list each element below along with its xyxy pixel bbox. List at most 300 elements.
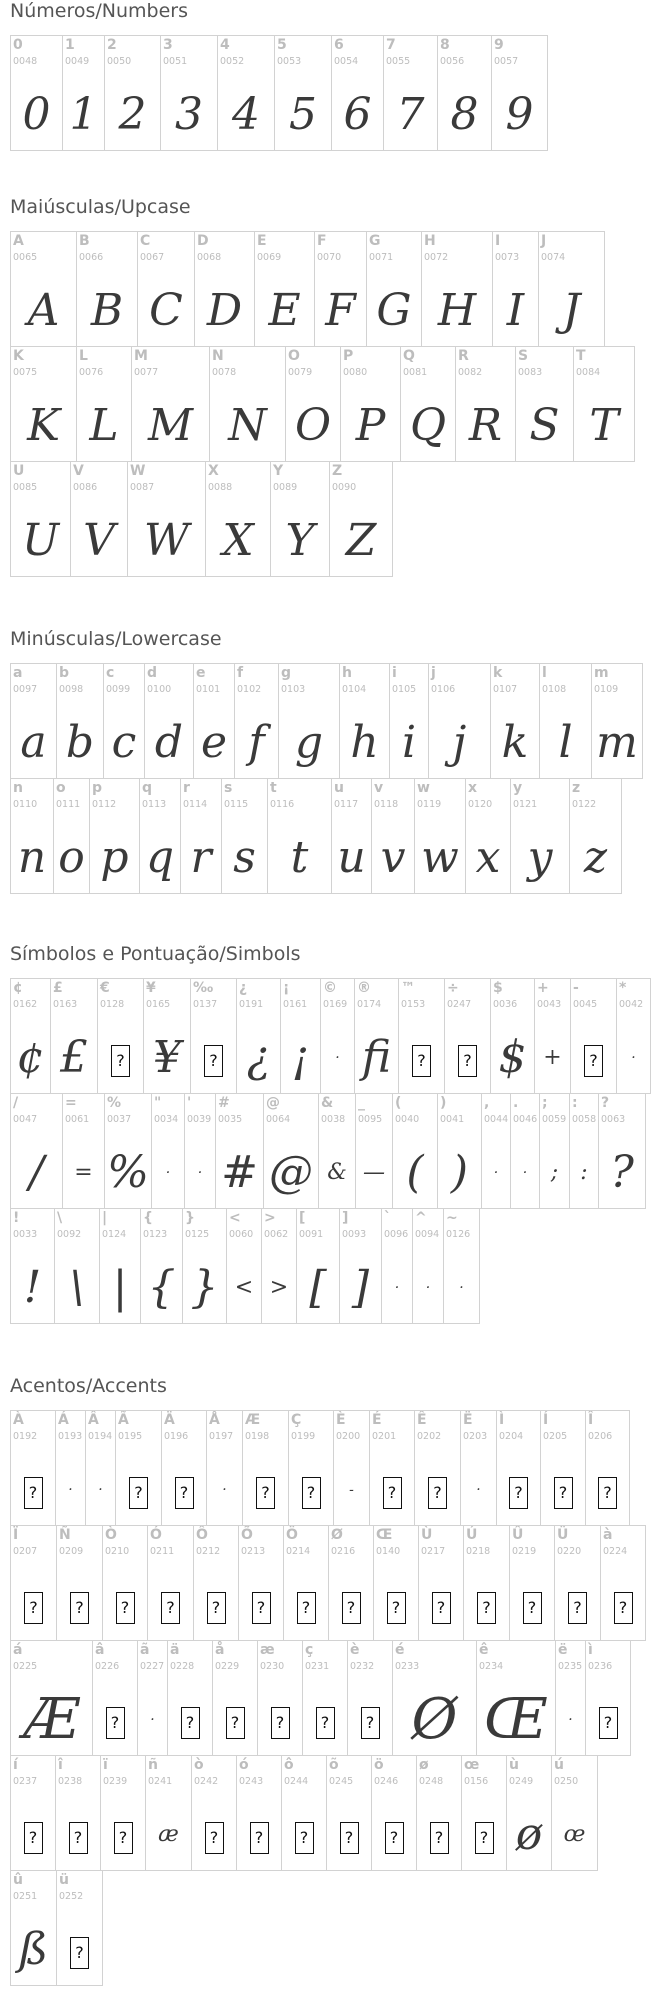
glyph-character-label: ê	[479, 1642, 489, 1658]
glyph-cell	[369, 1410, 415, 1526]
glyph-sample: %	[107, 1147, 149, 1198]
glyph-character-label: 9	[494, 37, 504, 53]
glyph-cell	[50, 978, 98, 1094]
glyph-code-label: 0233	[395, 1661, 420, 1672]
glyph-code-label: 0059	[542, 1114, 567, 1125]
glyph-sample: )	[450, 1147, 469, 1198]
glyph-sample: p	[100, 832, 129, 883]
glyph-cell	[354, 978, 399, 1094]
glyph-code-label: 0074	[541, 252, 566, 263]
glyph-cell	[55, 1410, 86, 1526]
missing-glyph-icon: ?	[477, 1592, 496, 1624]
glyph-sample: W	[143, 515, 190, 566]
glyph-sample: ·	[150, 1712, 155, 1728]
glyph-character-label: Y	[273, 463, 284, 479]
glyph-code-label: 0236	[588, 1661, 613, 1672]
glyph-sample: M	[147, 400, 194, 451]
missing-glyph-icon: ?	[295, 1822, 314, 1854]
glyph-sample: ·	[459, 1280, 464, 1296]
glyph-cell	[100, 1755, 146, 1871]
glyph-code-label: 0238	[58, 1776, 83, 1787]
missing-glyph-icon: ?	[523, 1592, 542, 1624]
glyph-character-label: G	[369, 233, 381, 249]
missing-glyph-box	[348, 1689, 392, 1751]
glyph-sample: /	[29, 1147, 44, 1198]
glyph-character-label: 6	[334, 37, 344, 53]
glyph-code-label: 0106	[431, 684, 456, 695]
glyph-code-label: 0069	[257, 252, 282, 263]
missing-glyph-box	[258, 1689, 302, 1751]
glyph-character-label: ¡	[283, 980, 290, 996]
glyph-code-label: 0101	[196, 684, 221, 695]
glyph-sample: ·	[394, 1280, 400, 1296]
glyph-cell	[570, 978, 617, 1094]
glyph-character-label: Ï	[13, 1527, 19, 1543]
glyph-cell	[506, 1755, 552, 1871]
glyph-code-label: 0225	[13, 1661, 38, 1672]
glyph-cell	[139, 778, 181, 894]
glyph-code-label: 0249	[509, 1776, 534, 1787]
missing-glyph-box	[374, 1574, 418, 1636]
glyph-character-label: À	[13, 1412, 24, 1428]
glyph-cell	[444, 978, 491, 1094]
glyph-sample: 7	[396, 89, 425, 140]
glyph-character-label: ë	[558, 1642, 568, 1658]
glyph-code-label: 0100	[147, 684, 172, 695]
glyph-cell	[281, 1755, 327, 1871]
glyph-character-label: Ã	[118, 1412, 129, 1428]
glyph-cell	[538, 231, 605, 347]
glyph-character-label: !	[13, 1210, 20, 1226]
glyph-cell	[437, 1093, 482, 1209]
glyph-character-label: M	[134, 348, 148, 364]
glyph-cell	[389, 663, 429, 779]
glyph-code-label: 0051	[163, 56, 188, 67]
glyph-character-label: ~	[446, 1210, 458, 1226]
glyph-cell	[191, 1755, 237, 1871]
glyph-sample: ø	[515, 1809, 543, 1860]
glyph-code-label: 0235	[558, 1661, 583, 1672]
glyph-character-label: L	[79, 348, 88, 364]
glyph-character-label: û	[13, 1872, 23, 1888]
glyph-code-label: 0079	[288, 367, 313, 378]
glyph-sample: O	[294, 400, 332, 451]
glyph-code-label: 0036	[493, 999, 518, 1010]
glyph-code-label: 0096	[384, 1229, 409, 1240]
glyph-cell	[151, 1093, 185, 1209]
glyph-cell	[461, 1755, 507, 1871]
glyph-code-label: 0201	[372, 1431, 397, 1442]
glyph-cell	[443, 1208, 480, 1324]
missing-glyph-box	[56, 1804, 100, 1866]
missing-glyph-icon: ?	[114, 1822, 133, 1854]
glyph-code-label: 0200	[336, 1431, 361, 1442]
glyph-sample: U	[21, 515, 60, 566]
missing-glyph-icon: ?	[250, 1822, 269, 1854]
glyph-row	[10, 1208, 660, 1324]
glyph-character-label: %	[107, 1095, 122, 1111]
glyph-character-label: á	[13, 1642, 23, 1658]
glyph-sample: y	[527, 832, 553, 883]
glyph-cell	[496, 1410, 541, 1526]
glyph-character-label: C	[140, 233, 151, 249]
missing-glyph-icon: ?	[458, 1045, 477, 1077]
missing-glyph-icon: ?	[161, 1592, 180, 1624]
glyph-cell	[585, 1640, 631, 1756]
glyph-cell	[569, 778, 622, 894]
missing-glyph-icon: ?	[387, 1592, 406, 1624]
glyph-code-label: 0042	[619, 999, 644, 1010]
missing-glyph-icon: ?	[24, 1592, 43, 1624]
glyph-code-label: 0049	[65, 56, 90, 67]
glyph-character-label: v	[374, 780, 384, 796]
missing-glyph-box	[497, 1459, 540, 1521]
glyph-code-label: 0038	[321, 1114, 346, 1125]
glyph-cell	[217, 35, 275, 151]
missing-glyph-icon: ?	[252, 1592, 271, 1624]
glyph-code-label: 0210	[105, 1546, 130, 1557]
glyph-code-label: 0116	[270, 799, 295, 810]
glyph-character-label: Ä	[164, 1412, 175, 1428]
glyph-cell	[534, 978, 571, 1094]
glyph-code-label: 0105	[392, 684, 417, 695]
section	[10, 943, 660, 1324]
glyph-cell	[328, 1525, 374, 1641]
missing-glyph-icon: ?	[316, 1707, 335, 1739]
glyph-character-label: [	[299, 1210, 306, 1226]
glyph-code-label: 0125	[185, 1229, 210, 1240]
glyph-sample: R	[468, 400, 503, 451]
glyph-code-label: 0091	[299, 1229, 324, 1240]
glyph-character-label: æ	[260, 1642, 275, 1658]
glyph-code-label: 0216	[331, 1546, 356, 1557]
glyph-row	[10, 1755, 660, 1871]
glyph-cell	[236, 978, 281, 1094]
glyph-character-label: Ü	[557, 1527, 569, 1543]
missing-glyph-box	[370, 1459, 414, 1521]
glyph-code-label: 0246	[374, 1776, 399, 1787]
glyph-character-label: 0	[13, 37, 23, 53]
missing-glyph-icon: ?	[475, 1822, 494, 1854]
missing-glyph-icon: ?	[207, 1592, 226, 1624]
glyph-cell	[398, 978, 445, 1094]
glyph-sample: S	[529, 400, 560, 451]
glyph-character-label: Ì	[499, 1412, 505, 1428]
glyph-character-label: î	[58, 1757, 63, 1773]
glyph-character-label: ú	[554, 1757, 564, 1773]
glyph-character-label: ‰	[193, 980, 214, 996]
glyph-sample: f	[248, 717, 265, 768]
glyph-code-label: 0121	[513, 799, 538, 810]
glyph-cell	[463, 1525, 510, 1641]
glyph-cell	[283, 1525, 329, 1641]
missing-glyph-box	[116, 1459, 161, 1521]
glyph-cell	[318, 1093, 356, 1209]
missing-glyph-icon: ?	[340, 1822, 359, 1854]
missing-glyph-icon: ?	[256, 1477, 275, 1509]
missing-glyph-box	[464, 1574, 509, 1636]
missing-glyph-box	[462, 1804, 506, 1866]
glyph-code-label: 0094	[415, 1229, 440, 1240]
glyph-sample: :	[580, 1160, 588, 1185]
glyph-sample: æ	[158, 1822, 179, 1847]
glyph-character-label: \	[57, 1210, 63, 1226]
glyph-sample: ·	[493, 1165, 499, 1181]
glyph-sample: —	[363, 1160, 385, 1185]
glyph-row	[10, 778, 660, 894]
glyph-code-label: 0227	[140, 1661, 165, 1672]
glyph-cell	[10, 461, 71, 577]
glyph-grid	[10, 35, 660, 151]
glyph-character-label: k	[493, 665, 503, 681]
glyph-sample: [	[309, 1262, 327, 1313]
glyph-code-label: 0126	[446, 1229, 471, 1240]
glyph-sample: ·	[222, 1482, 227, 1498]
glyph-code-label: 0153	[401, 999, 426, 1010]
glyph-cell	[428, 663, 491, 779]
glyph-sample: t	[290, 832, 309, 883]
missing-glyph-box	[103, 1574, 147, 1636]
glyph-character-label: í	[13, 1757, 18, 1773]
glyph-character-label: y	[513, 780, 523, 796]
glyph-cell	[236, 1755, 282, 1871]
glyph-cell	[62, 1093, 105, 1209]
missing-glyph-box	[510, 1574, 554, 1636]
glyph-sample: I	[506, 285, 525, 336]
glyph-sample: +	[543, 1045, 562, 1070]
glyph-character-label: Ç	[291, 1412, 302, 1428]
missing-glyph-icon: ?	[428, 1477, 447, 1509]
glyph-sample: ·	[335, 1050, 340, 1066]
glyph-character-label: c	[106, 665, 115, 681]
glyph-code-label: 0058	[572, 1114, 597, 1125]
glyph-character-label: t	[270, 780, 277, 796]
glyph-sample: v	[380, 832, 406, 883]
missing-glyph-icon: ?	[568, 1592, 587, 1624]
missing-glyph-box	[372, 1804, 416, 1866]
glyph-code-label: 0156	[464, 1776, 489, 1787]
glyph-cell	[267, 778, 332, 894]
glyph-code-label: 0033	[13, 1229, 38, 1240]
glyph-character-label: X	[208, 463, 219, 479]
glyph-code-label: 0080	[343, 367, 368, 378]
glyph-character-label: i	[392, 665, 397, 681]
glyph-code-label: 0068	[197, 252, 222, 263]
glyph-character-label: Â	[88, 1412, 99, 1428]
missing-glyph-box	[213, 1689, 257, 1751]
glyph-character-label: #	[218, 1095, 230, 1111]
missing-glyph-icon: ?	[297, 1592, 316, 1624]
glyph-cell	[76, 231, 138, 347]
glyph-sample: X	[222, 515, 254, 566]
glyph-cell	[193, 1525, 239, 1641]
glyph-character-label: œ	[464, 1757, 480, 1773]
glyph-character-label: ñ	[148, 1757, 158, 1773]
glyph-character-label: p	[92, 780, 103, 796]
glyph-code-label: 0237	[13, 1776, 38, 1787]
glyph-character-label: +	[537, 980, 549, 996]
glyph-character-label: J	[541, 233, 547, 249]
glyph-code-label: 0070	[317, 252, 342, 263]
glyph-code-label: 0252	[59, 1891, 84, 1902]
glyph-character-label: r	[183, 780, 190, 796]
glyph-character-label: f	[237, 665, 244, 681]
glyph-character-label: z	[572, 780, 581, 796]
glyph-character-label: €	[100, 980, 110, 996]
glyph-sample: ·	[631, 1050, 636, 1066]
glyph-character-label: ø	[419, 1757, 429, 1773]
glyph-code-label: 0067	[140, 252, 165, 263]
glyph-sample: o	[58, 832, 85, 883]
glyph-code-label: 0244	[284, 1776, 309, 1787]
glyph-sample: h	[350, 717, 379, 768]
glyph-code-label: 0251	[13, 1891, 38, 1902]
missing-glyph-box	[243, 1459, 288, 1521]
glyph-sample: ·	[98, 1482, 103, 1498]
missing-glyph-icon: ?	[116, 1592, 135, 1624]
missing-glyph-box	[148, 1574, 193, 1636]
glyph-cell	[226, 1208, 262, 1324]
glyph-sample: Æ	[23, 1687, 80, 1752]
glyph-cell	[10, 1870, 57, 1986]
glyph-code-label: 0053	[277, 56, 302, 67]
glyph-code-label: 0202	[417, 1431, 442, 1442]
section	[10, 196, 660, 577]
glyph-sample: 6	[343, 89, 372, 140]
glyph-row	[10, 1870, 660, 1986]
glyph-character-label: Í	[543, 1412, 549, 1428]
glyph-cell	[554, 1525, 601, 1641]
glyph-code-label: 0095	[358, 1114, 383, 1125]
glyph-sample: G	[376, 285, 412, 336]
glyph-character-label: 7	[386, 37, 396, 53]
glyph-code-label: 0048	[13, 56, 38, 67]
glyph-sample: i	[401, 717, 417, 768]
missing-glyph-box	[168, 1689, 212, 1751]
glyph-code-label: 0114	[183, 799, 208, 810]
missing-glyph-icon: ?	[24, 1822, 43, 1854]
glyph-code-label: 0065	[13, 252, 38, 263]
missing-glyph-box	[239, 1574, 283, 1636]
missing-glyph-box	[282, 1804, 326, 1866]
glyph-cell	[540, 1410, 586, 1526]
glyph-sample: }	[190, 1262, 219, 1313]
missing-glyph-icon: ?	[361, 1707, 380, 1739]
glyph-cell	[400, 346, 456, 462]
glyph-cell	[339, 1208, 382, 1324]
glyph-sample: b	[65, 717, 95, 768]
glyph-character-label: P	[343, 348, 354, 364]
glyph-code-label: 0211	[150, 1546, 175, 1557]
glyph-cell	[234, 663, 279, 779]
glyph-sample: !	[23, 1262, 42, 1313]
glyph-character-label: Œ	[376, 1527, 393, 1543]
glyph-code-label: 0195	[118, 1431, 143, 1442]
glyph-character-label: Ë	[463, 1412, 473, 1428]
glyph-code-label: 0099	[106, 684, 131, 695]
glyph-code-label: 0098	[59, 684, 84, 695]
glyph-character-label: £	[53, 980, 63, 996]
glyph-cell	[137, 231, 195, 347]
glyph-code-label: 0078	[212, 367, 237, 378]
glyph-cell	[455, 346, 516, 462]
glyph-character-label: u	[334, 780, 344, 796]
missing-glyph-icon: ?	[599, 1707, 618, 1739]
glyph-code-label: 0093	[342, 1229, 367, 1240]
glyph-code-label: 0088	[208, 482, 233, 493]
glyph-character-label: Ö	[286, 1527, 298, 1543]
glyph-code-label: 0061	[65, 1114, 90, 1125]
glyph-code-label: 0040	[395, 1114, 420, 1125]
glyph-character-label: q	[142, 780, 153, 796]
glyph-cell	[143, 978, 191, 1094]
glyph-code-label: 0052	[220, 56, 245, 67]
glyph-code-label: 0103	[281, 684, 306, 695]
glyph-code-label: 0174	[357, 999, 382, 1010]
glyph-sample: ¡	[291, 1032, 310, 1083]
glyph-cell	[616, 978, 651, 1094]
glyph-code-label: 0247	[447, 999, 472, 1010]
missing-glyph-box	[419, 1574, 463, 1636]
glyph-cell	[56, 1525, 103, 1641]
glyph-character-label: ò	[194, 1757, 204, 1773]
glyph-sample: x	[475, 832, 501, 883]
glyph-row	[10, 1093, 660, 1209]
glyph-cell	[383, 35, 438, 151]
glyph-sample: r	[190, 832, 212, 883]
glyph-sample: q	[145, 832, 175, 883]
glyph-character-label: =	[65, 1095, 77, 1111]
missing-glyph-icon: ?	[430, 1822, 449, 1854]
glyph-character-label: N	[212, 348, 224, 364]
glyph-code-label: 0090	[332, 482, 357, 493]
glyph-character-label: e	[196, 665, 206, 681]
glyph-code-label: 0050	[107, 56, 132, 67]
glyph-sample: F	[325, 285, 356, 336]
glyph-cell	[288, 1410, 334, 1526]
glyph-character-label: 1	[65, 37, 75, 53]
glyph-code-label: 0039	[187, 1114, 212, 1125]
glyph-cell	[102, 1525, 148, 1641]
section-title: Minúsculas/Lowercase	[10, 628, 222, 650]
glyph-character-label: D	[197, 233, 209, 249]
glyph-character-label: j	[431, 665, 436, 681]
glyph-character-label: s	[224, 780, 233, 796]
glyph-character-label: ©	[323, 980, 337, 996]
glyph-code-label: 0057	[494, 56, 519, 67]
glyph-sample: z	[583, 832, 608, 883]
glyph-cell	[278, 663, 340, 779]
glyph-character-label: E	[257, 233, 267, 249]
glyph-code-label: 0196	[164, 1431, 189, 1442]
glyph-cell	[10, 978, 51, 1094]
glyph-cell	[414, 778, 466, 894]
missing-glyph-icon: ?	[204, 1045, 223, 1077]
glyph-cell	[212, 1640, 258, 1756]
glyph-code-label: 0243	[239, 1776, 264, 1787]
glyph-character-label: â	[95, 1642, 105, 1658]
section-title: Símbolos e Pontuação/Simbols	[10, 943, 301, 965]
glyph-character-label: ã	[140, 1642, 150, 1658]
glyph-row	[10, 1640, 660, 1756]
glyph-cell	[54, 1208, 100, 1324]
missing-glyph-box	[399, 1027, 444, 1089]
glyph-code-label: 0044	[484, 1114, 509, 1125]
glyph-sample: $	[498, 1032, 527, 1083]
missing-glyph-box	[571, 1027, 616, 1089]
missing-glyph-icon: ?	[175, 1477, 194, 1509]
glyph-character-label: ù	[509, 1757, 519, 1773]
